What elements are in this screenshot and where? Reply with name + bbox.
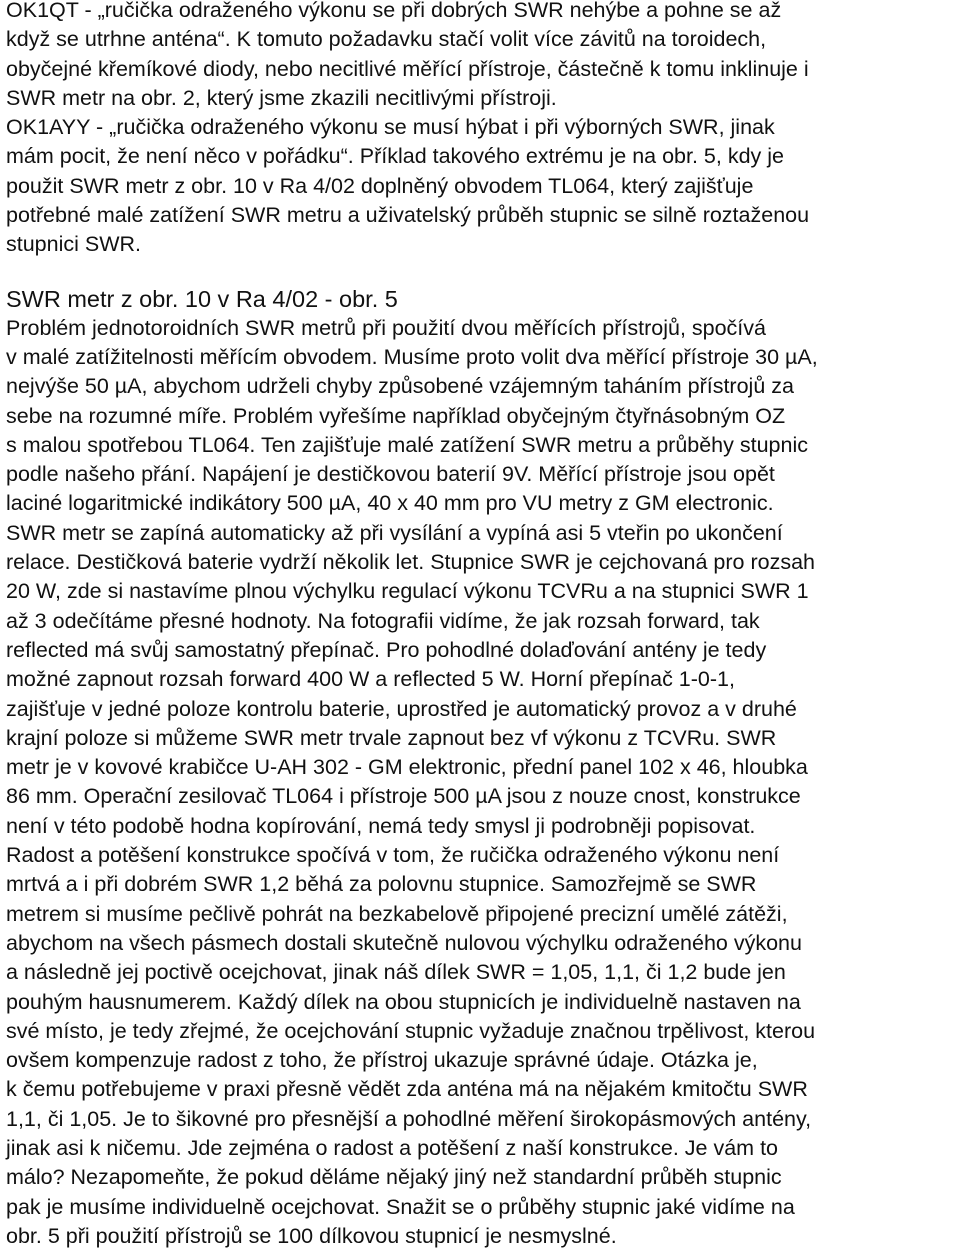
- paragraph-ok1qt: OK1QT - „ručička odraženého výkonu se při dobrých SWR nehýbe a pohne se až když se utrhne anténa“. K tomuto požadavku stačí volit více závitů na toroidech, obyčejné křemíkové diody, nebo necitlivé měřící přístroje, částečně k tomu inklinuje i SWR metr na obr. 2, který jsme zkazili necitlivými přístroji.: [6, 0, 809, 110]
- document-page: [6, 0, 954, 1251]
- section-heading: SWR metr z obr. 10 v Ra 4/02 - obr. 5: [6, 285, 398, 312]
- paragraph-body: Problém jednotoroidních SWR metrů při použití dvou měřících přístrojů, spočívá v malé zatížitelnosti měřícím obvodem. Musíme proto volit dva měřící přístroje 30 µA, nejvýše 50 µA, abychom udrželi chyby způsobené vzájemným taháním přístrojů za sebe na rozumné míře. Problém vyřešíme například obyčejným čtyřnásobným OZ s malou spotřebou TL064. Ten zajišťuje malé zatížení SWR metru a průběhy stupnic podle našeho přání. Napájení je destičkovou baterií 9V. Měřící přístroje jsou opět laciné logaritmické indikátory 500 µA, 40 x 40 mm pro VU metry z GM electronic. SWR metr se zapíná automaticky až při vysílání a vypíná asi 5 vteřin po ukončení relace. Destičková baterie vydrží několik let. Stupnice SWR je cejchovaná pro rozsah 20 W, zde si nastavíme plnou výchylku regulací výkonu TCVRu a na stupnici SWR 1 až 3 odečítáme přesné hodnoty. Na fotografii vidíme, že jak rozsah forward, tak reflected má svůj samostatný přepínač. Pro pohodlné dolaďování antény je tedy možné zapnout rozsah forward 400 W a reflected 5 W. Horní přepínač 1-0-1, zajišťuje v jedné poloze kontrolu baterie, uprostřed je automatický provoz a v druhé krajní poloze si můžeme SWR metr trvale zapnout bez vf výkonu z TCVRu. SWR metr je v kovové krabičce U-AH 302 - GM elektronic, přední panel 102 x 46, hloubka 86 mm. Operační zesilovač TL064 i přístroje 500 µA jsou z nouze cnost, konstrukce není v této podobě hodna kopírování, nemá tedy smysl ji podrobněji popisovat. Radost a potěšení konstrukce spočívá v tom, že ručička odraženého výkonu není mrtvá a i při dobrém SWR 1,2 běhá za polovnu stupnice. Samozřejmě se SWR metrem si musíme pečlivě pohrát na bezkabelově připojené precizní umělé zátěži, abychom na všech pásmech dostali skutečně nulovou výchylku odraženého výkonu a následně jej poctivě ocejchovat, jinak náš dílek SWR = 1,05, 1,1, či 1,2 bude jen pouhým hausnumerem. Každý dílek na obou stupnicích je individuelně nastaven na své místo, je tedy zřejmé, že ocejchování stupnic vyžaduje značnou trpělivost, kterou ovšem kompenzuje radost z toho, že přístroj ukazuje správné údaje. Otázka je, k čemu potřebujeme v praxi přesně vědět zda anténa má na nějakém kmitočtu SWR 1,1, či 1,05. Je to šikovné pro přesnější a pohodlné měření širokopásmových antény, jinak asi k ničemu. Jde zejména o radost a potěšení z naší konstrukce. Je vám to málo? Nezapomeňte, že pokud děláme nějaký jiný než standardní průběh stupnic pak je musíme individuelně ocejchovat. Snažit se o průběhy stupnic jaké vidíme na obr. 5 při použití přístrojů se 100 dílkovou stupnicí je nesmyslné.: [6, 315, 818, 1248]
- paragraph-ok1ayy: OK1AYY - „ručička odraženého výkonu se musí hýbat i při výborných SWR, jinak mám pocit, že není něco v pořádku“. Příklad takového extrému je na obr. 5, kdy je použit SWR metr z obr. 10 v Ra 4/02 doplněný obvodem TL064, který zajišťuje potřebné malé zatížení SWR metru a uživatelský průběh stupnic se silně roztaženou stupnici SWR.: [6, 115, 810, 257]
